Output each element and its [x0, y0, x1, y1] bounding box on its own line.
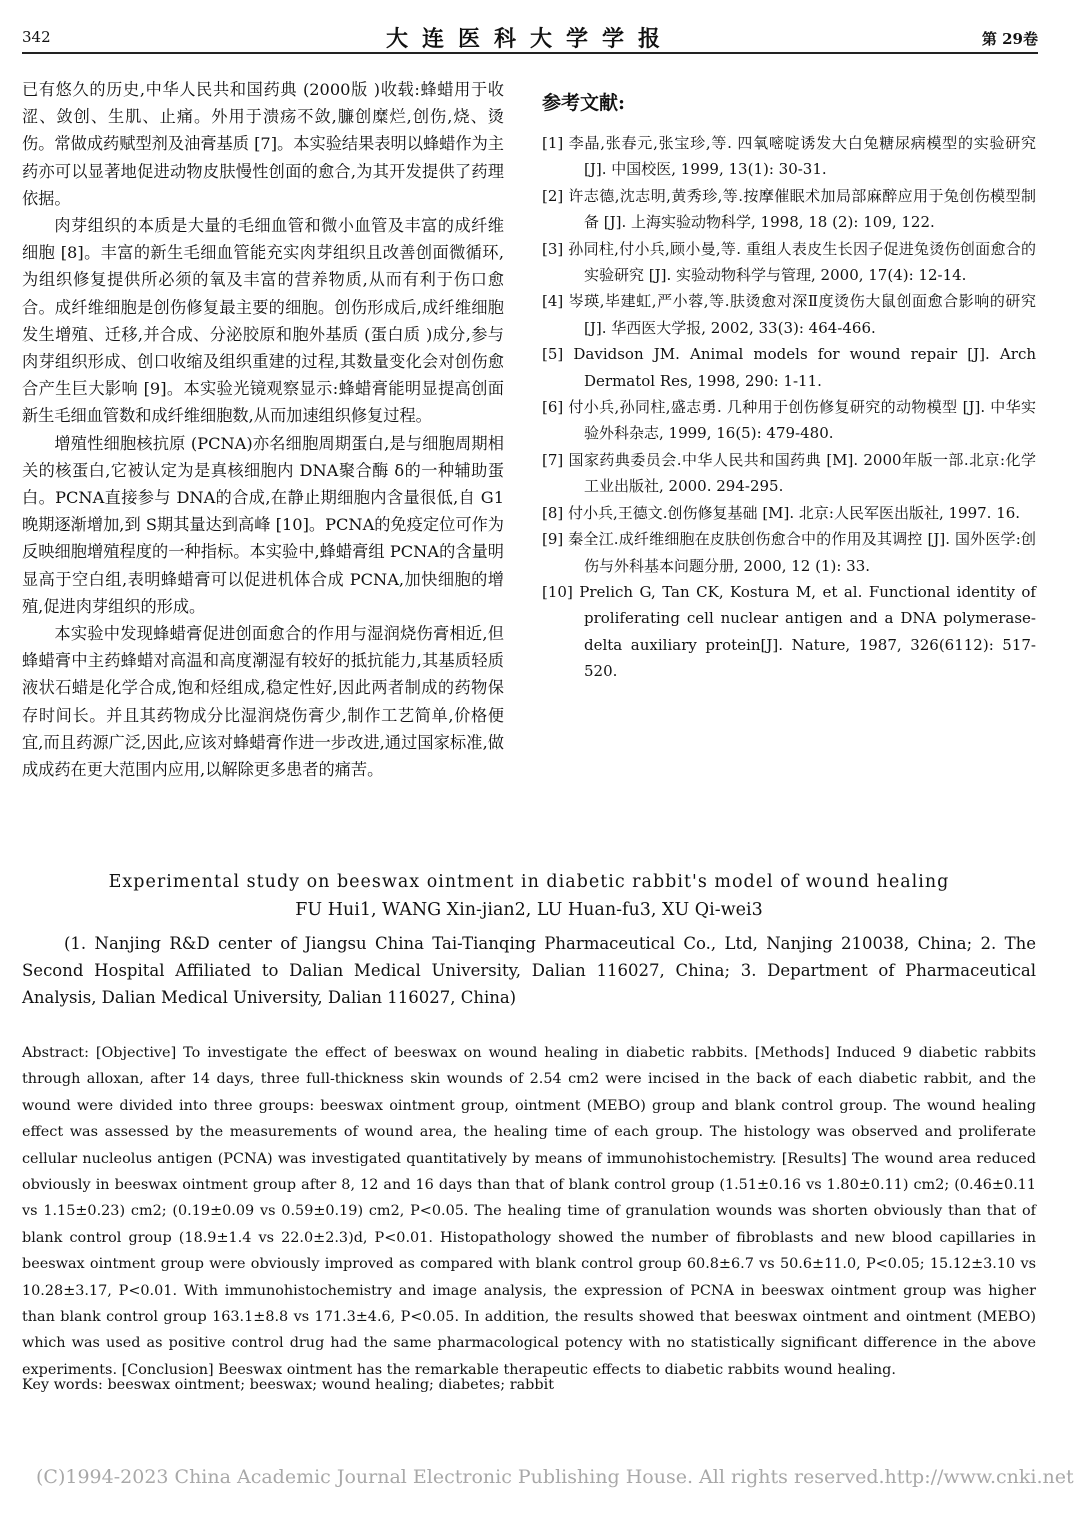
body-paragraph: 肉芽组织的本质是大量的毛细血管和微小血管及丰富的成纤维细胞 [8]。丰富的新生毛细血管能充实肉芽组织且改善创面微循环,为组织修复提供所必须的氧及丰富的营养物质,从而有利于伤口愈合。成纤维细胞是创伤修复最主要的细胞。创伤形成后,成纤维细胞发生增殖、迁移,并合成、分泌胶原和胞外基质 (蛋白质 )成分,参与肉芽组织形成、创口收缩及组织重建的过程,其数量变化会对创伤愈合产生巨大影响 [9]。本实验光镜观察显示:蜂蜡膏能明显提高创面新生毛细血管数和成纤维细胞数,从而加速组织修复过程。	[22, 216, 504, 426]
body-paragraph: 增殖性细胞核抗原 (PCNA)亦名细胞周期蛋白,是与细胞周期相关的核蛋白,它被认定为是真核细胞内 DNA聚合酶 δ的一种辅助蛋白。PCNA直接参与 DNA的合成,在静止期细胞内含量很低,自 G1晚期逐渐增加,到 S期其量达到高峰 [10]。PCNA的免疫定位可作为反映细胞增殖程度的一种指标。本实验中,蜂蜡膏组 PCNA的含量明显高于空白组,表明蜂蜡膏可以促进机体合成 PCNA,加快细胞的增殖,促进肉芽组织的形成。	[22, 433, 504, 616]
reference-item: [1] 李晶,张春元,张宝珍,等. 四氧嘧啶诱发大白兔糖尿病模型的实验研究 [J]. 中国校医, 1999, 13(1): 30-31.	[542, 134, 1036, 179]
reference-item: [2] 许志德,沈志明,黄秀珍,等.按摩催眠术加局部麻醉应用于兔创伤模型制备 [J]. 上海实验动物科学, 1998, 18 (2): 109, 122.	[542, 186, 1036, 232]
reference-item: [6] 付小兵,孙同柱,盛志勇. 几种用于创伤修复研究的动物模型 [J]. 中华实验外科杂志, 1999, 16(5): 479-480.	[542, 398, 1036, 443]
reference-item: [8] 付小兵,王德文.创伤修复基础 [M]. 北京:人民军医出版社, 1997. 16.	[542, 503, 1021, 522]
english-affiliation: (1. Nanjing R&D center of Jiangsu China Tai-Tianqing Pharmaceutical Co., Ltd, Nanjing 210038, China; 2. The Second Hospital Affiliated to Dalian Medical University, Dalian 116027, China; 3. Department of Pharmaceutical Analysis, Dalian Medical University, Dalian 116027, China)	[22, 934, 1036, 1007]
journal-name: 大连医科大学学报	[385, 26, 674, 52]
page-number: 342	[22, 28, 51, 46]
running-header	[22, 22, 1038, 54]
volume-label: 第 29卷	[981, 30, 1038, 48]
body-paragraph: 本实验中发现蜂蜡膏促进创面愈合的作用与湿润烧伤膏相近,但蜂蜡膏中主药蜂蜡对高温和高度潮湿有较好的抵抗能力,其基质轻质液状石蜡是化学合成,饱和烃组成,稳定性好,因此两者制成的药物保存时间长。并且其药物成分比湿润烧伤膏少,制作工艺简单,价格便宜,而且药源广泛,因此,应该对蜂蜡膏作进一步改进,通过国家标准,做成成药在更大范围内应用,以解除更多患者的痛苦。	[22, 624, 504, 780]
copyright-footer	[36, 1466, 1074, 1488]
left-column-body	[22, 76, 504, 783]
english-authors: FU Hui1, WANG Xin-jian2, LU Huan-fu3, XU Qi-wei3	[295, 900, 763, 920]
reference-item: [4] 岑瑛,毕建虹,严小蓉,等.肤烫愈对深Ⅱ度烫伤大鼠创面愈合影响的研究 [J]. 华西医大学报, 2002, 33(3): 464-466.	[542, 292, 1036, 337]
english-title: Experimental study on beeswax ointment in diabetic rabbit's model of wound healing	[108, 872, 950, 892]
references-section	[542, 76, 1036, 685]
english-keywords: Key words: beeswax ointment; beeswax; wound healing; diabetes; rabbit	[22, 1377, 554, 1393]
english-abstract: Abstract: [Objective] To investigate the effect of beeswax on wound healing in diabetic rabbits. [Methods] Induced 9 diabetic rabbits through alloxan, after 14 days, three full-thickness skin wounds of 2.54 cm2 were incised in the back of each diabetic rabbit, and the wound were divided into three groups: beeswax ointment group, ointment (MEBO) group and blank control group. The wound healing effect was assessed by the measurements of wound area, the healing time of each group. The histology was observed and proliferate cellular nucleolus antigen (PCNA) was investigated quantitatively by means of immunohistochemistry. [Results] The wound area reduced obviously in beeswax ointment group after 8, 12 and 16 days than that of blank control group (1.51±0.16 vs 1.80±0.11) cm2; (0.46±0.11 vs 1.15±0.23) cm2; (0.19±0.09 vs 0.59±0.19) cm2, P<0.05. The healing time of granulation wounds was shorten obviously than that of blank control group (18.9±1.4 vs 22.0±2.3)d, P<0.01. Histopathology showed the number of fibroblasts and new blood capillaries in beeswax ointment group were obviously improved as compared with blank control group 60.8±6.7 vs 50.6±11.0, P<0.05; 15.12±3.10 vs 10.28±3.17, P<0.01. With immunohistochemistry and image analysis, the expression of PCNA in beeswax ointment group was higher than blank control group 163.1±8.8 vs 171.3±4.6, P<0.05. In addition, the results showed that beeswax ointment and ointment (MEBO) which was used as positive control drug had the same pharmacological potency with no statistically significant difference in the above experiments. [Conclusion] Beeswax ointment has the remarkable therapeutic effects to diabetic rabbits wound healing.	[22, 1045, 1036, 1378]
reference-item: [5] Davidson JM. Animal models for wound repair [J]. Arch Dermatol Res, 1998, 290: 1-11.	[542, 345, 1036, 390]
footer-link[interactable]: http://www.cnki.net	[884, 1466, 1074, 1488]
reference-item: [10] Prelich G, Tan CK, Kostura M, et al. Functional identity of proliferating cell nuclear antigen and a DNA polymerase-delta auxiliary protein[J]. Nature, 1987, 326(6112): 517-520.	[542, 582, 1036, 681]
references-heading: 参考文献:	[542, 92, 626, 114]
reference-item: [3] 孙同柱,付小兵,顾小曼,等. 重组人表皮生长因子促进兔烫伤创面愈合的实验研究 [J]. 实验动物科学与管理, 2000, 17(4): 12-14.	[542, 239, 1036, 285]
copyright-text: (C)1994-2023 China Academic Journal Electronic Publishing House. All rights reserved.	[36, 1466, 885, 1488]
reference-item: [9] 秦全江.成纤维细胞在皮肤创伤愈合中的作用及其调控 [J]. 国外医学:创伤与外科基本问题分册, 2000, 12 (1): 33.	[542, 530, 1036, 575]
body-paragraph: 已有悠久的历史,中华人民共和国药典 (2000版 )收载:蜂蜡用于收涩、敛创、生肌、止痛。外用于溃疡不敛,臁创糜烂,创伤,烧、烫伤。常做成药赋型剂及油膏基质 [7]。本实验结果表明以蜂蜡作为主药亦可以显著地促进动物皮肤慢性创面的愈合,为其开发提供了药理依据。	[22, 80, 504, 208]
reference-item: [7] 国家药典委员会.中华人民共和国药典 [M]. 2000年版一部.北京:化学工业出版社, 2000. 294-295.	[542, 450, 1036, 496]
